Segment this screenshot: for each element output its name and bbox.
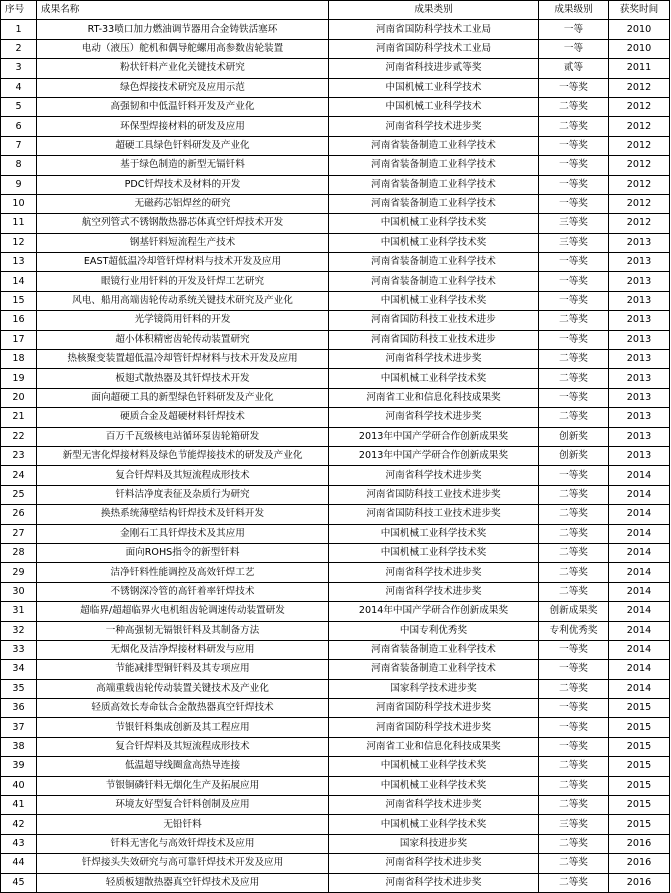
cell-category: 中国机械工业科学技术奖 [329,524,539,543]
cell-category: 河南省装备制造工业科学技术 [329,660,539,679]
cell-level: 二等奖 [539,408,609,427]
cell-name: 面向超硬工具的新型绿色钎料研发及产业化 [37,388,329,407]
cell-category: 国家科技进步奖 [329,834,539,853]
table-row [1,757,670,776]
cell-year: 2016 [609,854,670,873]
cell-level: 二等奖 [539,582,609,601]
cell-category: 中国机械工业科学技术 [329,78,539,97]
cell-level: 二等奖 [539,97,609,116]
cell-index: 20 [1,388,37,407]
cell-year: 2013 [609,427,670,446]
cell-name: 高端重载齿轮传动装置关键技术及产业化 [37,679,329,698]
cell-level: 三等奖 [539,815,609,834]
cell-year: 2010 [609,20,670,39]
cell-level: 一等奖 [539,388,609,407]
cell-category: 中国机械工业科学技术奖 [329,369,539,388]
cell-level: 一等奖 [539,136,609,155]
table-row [1,524,670,543]
cell-year: 2013 [609,388,670,407]
header-row [1,1,670,20]
cell-category: 河南省科学技术进步奖 [329,796,539,815]
cell-year: 2013 [609,291,670,310]
cell-year: 2013 [609,408,670,427]
cell-name: 钎料无害化与高效钎焊技术及应用 [37,834,329,853]
cell-index: 21 [1,408,37,427]
cell-level: 二等奖 [539,485,609,504]
cell-index: 29 [1,563,37,582]
table-row [1,369,670,388]
cell-index: 9 [1,175,37,194]
cell-name: 一种高强韧无镉银钎料及其制备方法 [37,621,329,640]
cell-level: 一等奖 [539,737,609,756]
cell-name: 超小体积精密齿轮传动装置研究 [37,330,329,349]
table-row [1,408,670,427]
cell-category: 河南省工业和信息化科技成果奖 [329,388,539,407]
cell-level: 一等奖 [539,330,609,349]
cell-level: 二等奖 [539,350,609,369]
cell-index: 8 [1,156,37,175]
cell-year: 2013 [609,330,670,349]
cell-year: 2014 [609,563,670,582]
cell-level: 二等奖 [539,776,609,795]
cell-index: 34 [1,660,37,679]
cell-category: 河南省国防科技工业技术进步奖 [329,485,539,504]
cell-level: 一等奖 [539,699,609,718]
cell-name: PDC钎焊技术及材料的开发 [37,175,329,194]
cell-level: 二等奖 [539,854,609,873]
table-row [1,834,670,853]
cell-level: 三等奖 [539,214,609,233]
cell-year: 2012 [609,214,670,233]
cell-level: 三等奖 [539,233,609,252]
cell-category: 河南省科学技术进步奖 [329,582,539,601]
table-row [1,505,670,524]
cell-index: 41 [1,796,37,815]
table-row [1,563,670,582]
cell-index: 4 [1,78,37,97]
cell-level: 贰等 [539,59,609,78]
cell-category: 河南省科学技术进步奖 [329,466,539,485]
cell-index: 35 [1,679,37,698]
cell-level: 二等奖 [539,524,609,543]
cell-level: 一等奖 [539,466,609,485]
cell-category: 河南省科学技术进步奖 [329,563,539,582]
cell-name: 高强韧和中低温钎料开发及产业化 [37,97,329,116]
cell-index: 16 [1,311,37,330]
cell-category: 河南省国防科技工业技术进步 [329,330,539,349]
table-row [1,621,670,640]
cell-category: 中国机械工业科学技术奖 [329,214,539,233]
cell-category: 河南省科技进步贰等奖 [329,59,539,78]
table-row [1,660,670,679]
cell-index: 32 [1,621,37,640]
cell-year: 2015 [609,757,670,776]
cell-level: 二等奖 [539,834,609,853]
table-row [1,776,670,795]
cell-index: 33 [1,640,37,659]
table-row [1,214,670,233]
cell-year: 2013 [609,369,670,388]
cell-index: 10 [1,194,37,213]
cell-year: 2013 [609,253,670,272]
cell-name: 绿色焊接技术研究及应用示范 [37,78,329,97]
cell-index: 23 [1,446,37,465]
cell-name: 钎焊接头失效研究与高可靠钎焊技术开发及应用 [37,854,329,873]
cell-level: 专利优秀奖 [539,621,609,640]
table-row [1,272,670,291]
table-row [1,427,670,446]
cell-name: 低温超导线圈盒高热导连接 [37,757,329,776]
cell-year: 2014 [609,485,670,504]
cell-level: 一等奖 [539,291,609,310]
table-row [1,854,670,873]
cell-level: 创新奖 [539,427,609,446]
cell-level: 二等奖 [539,117,609,136]
cell-category: 河南省装备制造工业科学技术 [329,175,539,194]
cell-year: 2015 [609,718,670,737]
cell-name: 洁净钎料性能调控及高效钎焊工艺 [37,563,329,582]
table-row [1,815,670,834]
cell-level: 一等 [539,39,609,58]
cell-category: 河南省科学技术进步奖 [329,873,539,892]
cell-year: 2014 [609,505,670,524]
table-row [1,679,670,698]
cell-name: 金刚石工具钎焊技术及其应用 [37,524,329,543]
table-row [1,233,670,252]
cell-year: 2014 [609,582,670,601]
cell-name: 超硬工具绿色钎料研发及产业化 [37,136,329,155]
cell-category: 2013年中国产学研合作创新成果奖 [329,427,539,446]
cell-name: 节银钎料集成创新及其工程应用 [37,718,329,737]
cell-level: 二等奖 [539,543,609,562]
cell-index: 1 [1,20,37,39]
cell-level: 二等奖 [539,796,609,815]
cell-level: 二等奖 [539,369,609,388]
cell-name: 硬质合金及超硬材料钎焊技术 [37,408,329,427]
cell-level: 二等奖 [539,873,609,892]
cell-index: 38 [1,737,37,756]
cell-name: 环保型焊接材料的研发及应用 [37,117,329,136]
cell-level: 创新成果奖 [539,602,609,621]
cell-index: 17 [1,330,37,349]
cell-year: 2016 [609,834,670,853]
table-row [1,78,670,97]
cell-name: 轻质高效长寿命钛合金散热器真空钎焊技术 [37,699,329,718]
cell-name: 环境友好型复合钎料创制及应用 [37,796,329,815]
cell-level: 一等奖 [539,175,609,194]
cell-category: 中国机械工业科学技术奖 [329,291,539,310]
cell-name: 节银铜磷钎料无烟化生产及拓展应用 [37,776,329,795]
table-row [1,59,670,78]
cell-index: 6 [1,117,37,136]
cell-category: 河南省装备制造工业科学技术 [329,253,539,272]
header-index: 序号 [1,1,37,20]
cell-category: 国家科学技术进步奖 [329,679,539,698]
cell-index: 5 [1,97,37,116]
cell-year: 2013 [609,272,670,291]
cell-index: 11 [1,214,37,233]
cell-year: 2014 [609,660,670,679]
cell-index: 28 [1,543,37,562]
table-row [1,97,670,116]
cell-year: 2013 [609,350,670,369]
cell-name: 板翅式散热器及其钎焊技术开发 [37,369,329,388]
table-row [1,718,670,737]
cell-index: 13 [1,253,37,272]
cell-level: 二等奖 [539,505,609,524]
cell-level: 二等奖 [539,311,609,330]
cell-category: 河南省国防科学技术工业局 [329,20,539,39]
cell-index: 30 [1,582,37,601]
table-row [1,39,670,58]
cell-category: 2013年中国产学研合作创新成果奖 [329,446,539,465]
cell-level: 一等 [539,20,609,39]
cell-level: 二等奖 [539,563,609,582]
cell-index: 15 [1,291,37,310]
cell-name: 航空列管式不锈钢散热器芯体真空钎焊技术开发 [37,214,329,233]
cell-level: 一等奖 [539,660,609,679]
cell-category: 河南省国防科学技术进步奖 [329,699,539,718]
cell-index: 43 [1,834,37,853]
cell-year: 2012 [609,136,670,155]
cell-category: 河南省装备制造工业科学技术 [329,136,539,155]
cell-index: 22 [1,427,37,446]
cell-category: 中国机械工业科学技术 [329,97,539,116]
cell-index: 37 [1,718,37,737]
cell-category: 河南省科学技术进步奖 [329,117,539,136]
table-row [1,311,670,330]
cell-category: 中国机械工业科学技术奖 [329,815,539,834]
table-row [1,446,670,465]
cell-name: 换热系统薄壁结构钎焊技术及钎料开发 [37,505,329,524]
cell-category: 河南省装备制造工业科学技术 [329,156,539,175]
cell-year: 2014 [609,466,670,485]
cell-name: 超临界/超超临界火电机组齿轮调速传动装置研发 [37,602,329,621]
cell-index: 7 [1,136,37,155]
cell-index: 39 [1,757,37,776]
cell-index: 2 [1,39,37,58]
cell-year: 2014 [609,602,670,621]
cell-index: 42 [1,815,37,834]
header-level: 成果级别 [539,1,609,20]
cell-year: 2014 [609,621,670,640]
cell-year: 2010 [609,39,670,58]
cell-year: 2015 [609,796,670,815]
cell-index: 25 [1,485,37,504]
cell-index: 24 [1,466,37,485]
cell-year: 2013 [609,311,670,330]
cell-index: 26 [1,505,37,524]
cell-category: 中国机械工业科学技术奖 [329,543,539,562]
header-name: 成果名称 [37,1,329,20]
cell-category: 河南省国防科技工业技术进步奖 [329,505,539,524]
table-row [1,156,670,175]
cell-category: 中国机械工业科学技术奖 [329,757,539,776]
cell-name: 新型无害化焊接材料及绿色节能焊接技术的研发及产业化 [37,446,329,465]
cell-category: 河南省装备制造工业科学技术 [329,640,539,659]
cell-name: 轻质板翅散热器真空钎焊技术及应用 [37,873,329,892]
cell-category: 中国专利优秀奖 [329,621,539,640]
cell-name: 复合钎焊料及其短流程成形技术 [37,466,329,485]
cell-index: 12 [1,233,37,252]
cell-category: 中国机械工业科学技术奖 [329,776,539,795]
cell-name: 无烟化及洁净焊接材料研发与应用 [37,640,329,659]
cell-name: 粉状钎料产业化关键技术研究 [37,59,329,78]
cell-level: 一等奖 [539,156,609,175]
cell-level: 二等奖 [539,757,609,776]
table-row [1,20,670,39]
cell-level: 一等奖 [539,253,609,272]
cell-level: 一等奖 [539,272,609,291]
cell-category: 2014年中国产学研合作创新成果奖 [329,602,539,621]
cell-level: 一等奖 [539,78,609,97]
table-row [1,253,670,272]
cell-index: 45 [1,873,37,892]
cell-name: 光学镜筒用钎料的开发 [37,311,329,330]
cell-year: 2014 [609,524,670,543]
cell-name: 眼镜行业用钎料的开发及钎焊工艺研究 [37,272,329,291]
cell-category: 河南省科学技术进步奖 [329,350,539,369]
cell-year: 2013 [609,446,670,465]
cell-year: 2015 [609,699,670,718]
cell-name: RT-33喷口加力燃油调节器用合金铸铁活塞环 [37,20,329,39]
table-row [1,737,670,756]
table-row [1,543,670,562]
cell-index: 40 [1,776,37,795]
cell-year: 2015 [609,776,670,795]
cell-name: 不锈钢深冷管的高钎着率钎焊技术 [37,582,329,601]
cell-year: 2012 [609,78,670,97]
cell-name: 复合钎焊料及其短流程成形技术 [37,737,329,756]
cell-year: 2012 [609,175,670,194]
table-row [1,602,670,621]
table-row [1,466,670,485]
cell-year: 2012 [609,97,670,116]
cell-level: 一等奖 [539,640,609,659]
header-category: 成果类别 [329,1,539,20]
cell-level: 二等奖 [539,679,609,698]
cell-level: 创新奖 [539,446,609,465]
cell-index: 19 [1,369,37,388]
cell-name: 基于绿色制造的新型无镉钎料 [37,156,329,175]
cell-year: 2011 [609,59,670,78]
cell-name: 无磁药芯铝焊丝的研究 [37,194,329,213]
cell-name: 钢基钎料短流程生产技术 [37,233,329,252]
cell-year: 2014 [609,640,670,659]
cell-index: 27 [1,524,37,543]
cell-level: 一等奖 [539,194,609,213]
cell-year: 2012 [609,156,670,175]
cell-category: 河南省国防科学技术进步奖 [329,718,539,737]
table-row [1,117,670,136]
cell-index: 44 [1,854,37,873]
table-row [1,640,670,659]
table-row [1,796,670,815]
cell-index: 14 [1,272,37,291]
cell-name: EAST超低温冷却管钎焊材料与技术开发及应用 [37,253,329,272]
cell-name: 面向ROHS指令的新型钎料 [37,543,329,562]
table-row [1,194,670,213]
cell-category: 河南省装备制造工业科学技术 [329,194,539,213]
table-row [1,350,670,369]
cell-year: 2014 [609,679,670,698]
cell-year: 2016 [609,873,670,892]
table-row [1,582,670,601]
cell-year: 2012 [609,117,670,136]
table-row [1,330,670,349]
cell-category: 河南省装备制造工业科学技术 [329,272,539,291]
cell-level: 一等奖 [539,718,609,737]
cell-index: 3 [1,59,37,78]
cell-category: 河南省国防科学技术工业局 [329,39,539,58]
cell-year: 2015 [609,737,670,756]
table-row [1,388,670,407]
cell-index: 36 [1,699,37,718]
table-row [1,699,670,718]
cell-name: 风电、船用高端齿轮传动系统关键技术研究及产业化 [37,291,329,310]
cell-name: 百万千瓦级核电站循环泵齿轮箱研发 [37,427,329,446]
cell-category: 中国机械工业科学技术奖 [329,233,539,252]
cell-name: 电动（液压）舵机和偶导舵螺用高参数齿轮装置 [37,39,329,58]
cell-name: 钎料洁净度表征及杂质行为研究 [37,485,329,504]
cell-index: 31 [1,602,37,621]
table-row [1,136,670,155]
header-year: 获奖时间 [609,1,670,20]
cell-year: 2013 [609,233,670,252]
cell-category: 河南省国防科技工业技术进步 [329,311,539,330]
table-row [1,175,670,194]
cell-index: 18 [1,350,37,369]
cell-category: 河南省工业和信息化科技成果奖 [329,737,539,756]
cell-year: 2012 [609,194,670,213]
cell-year: 2014 [609,543,670,562]
table-row [1,291,670,310]
cell-category: 河南省科学技术进步奖 [329,408,539,427]
cell-category: 河南省科学技术进步奖 [329,854,539,873]
cell-year: 2015 [609,815,670,834]
cell-name: 无铅钎料 [37,815,329,834]
table-row [1,485,670,504]
cell-name: 节能减排型铜钎料及其专项应用 [37,660,329,679]
cell-name: 热核聚变装置超低温冷却管钎焊材料与技术开发及应用 [37,350,329,369]
